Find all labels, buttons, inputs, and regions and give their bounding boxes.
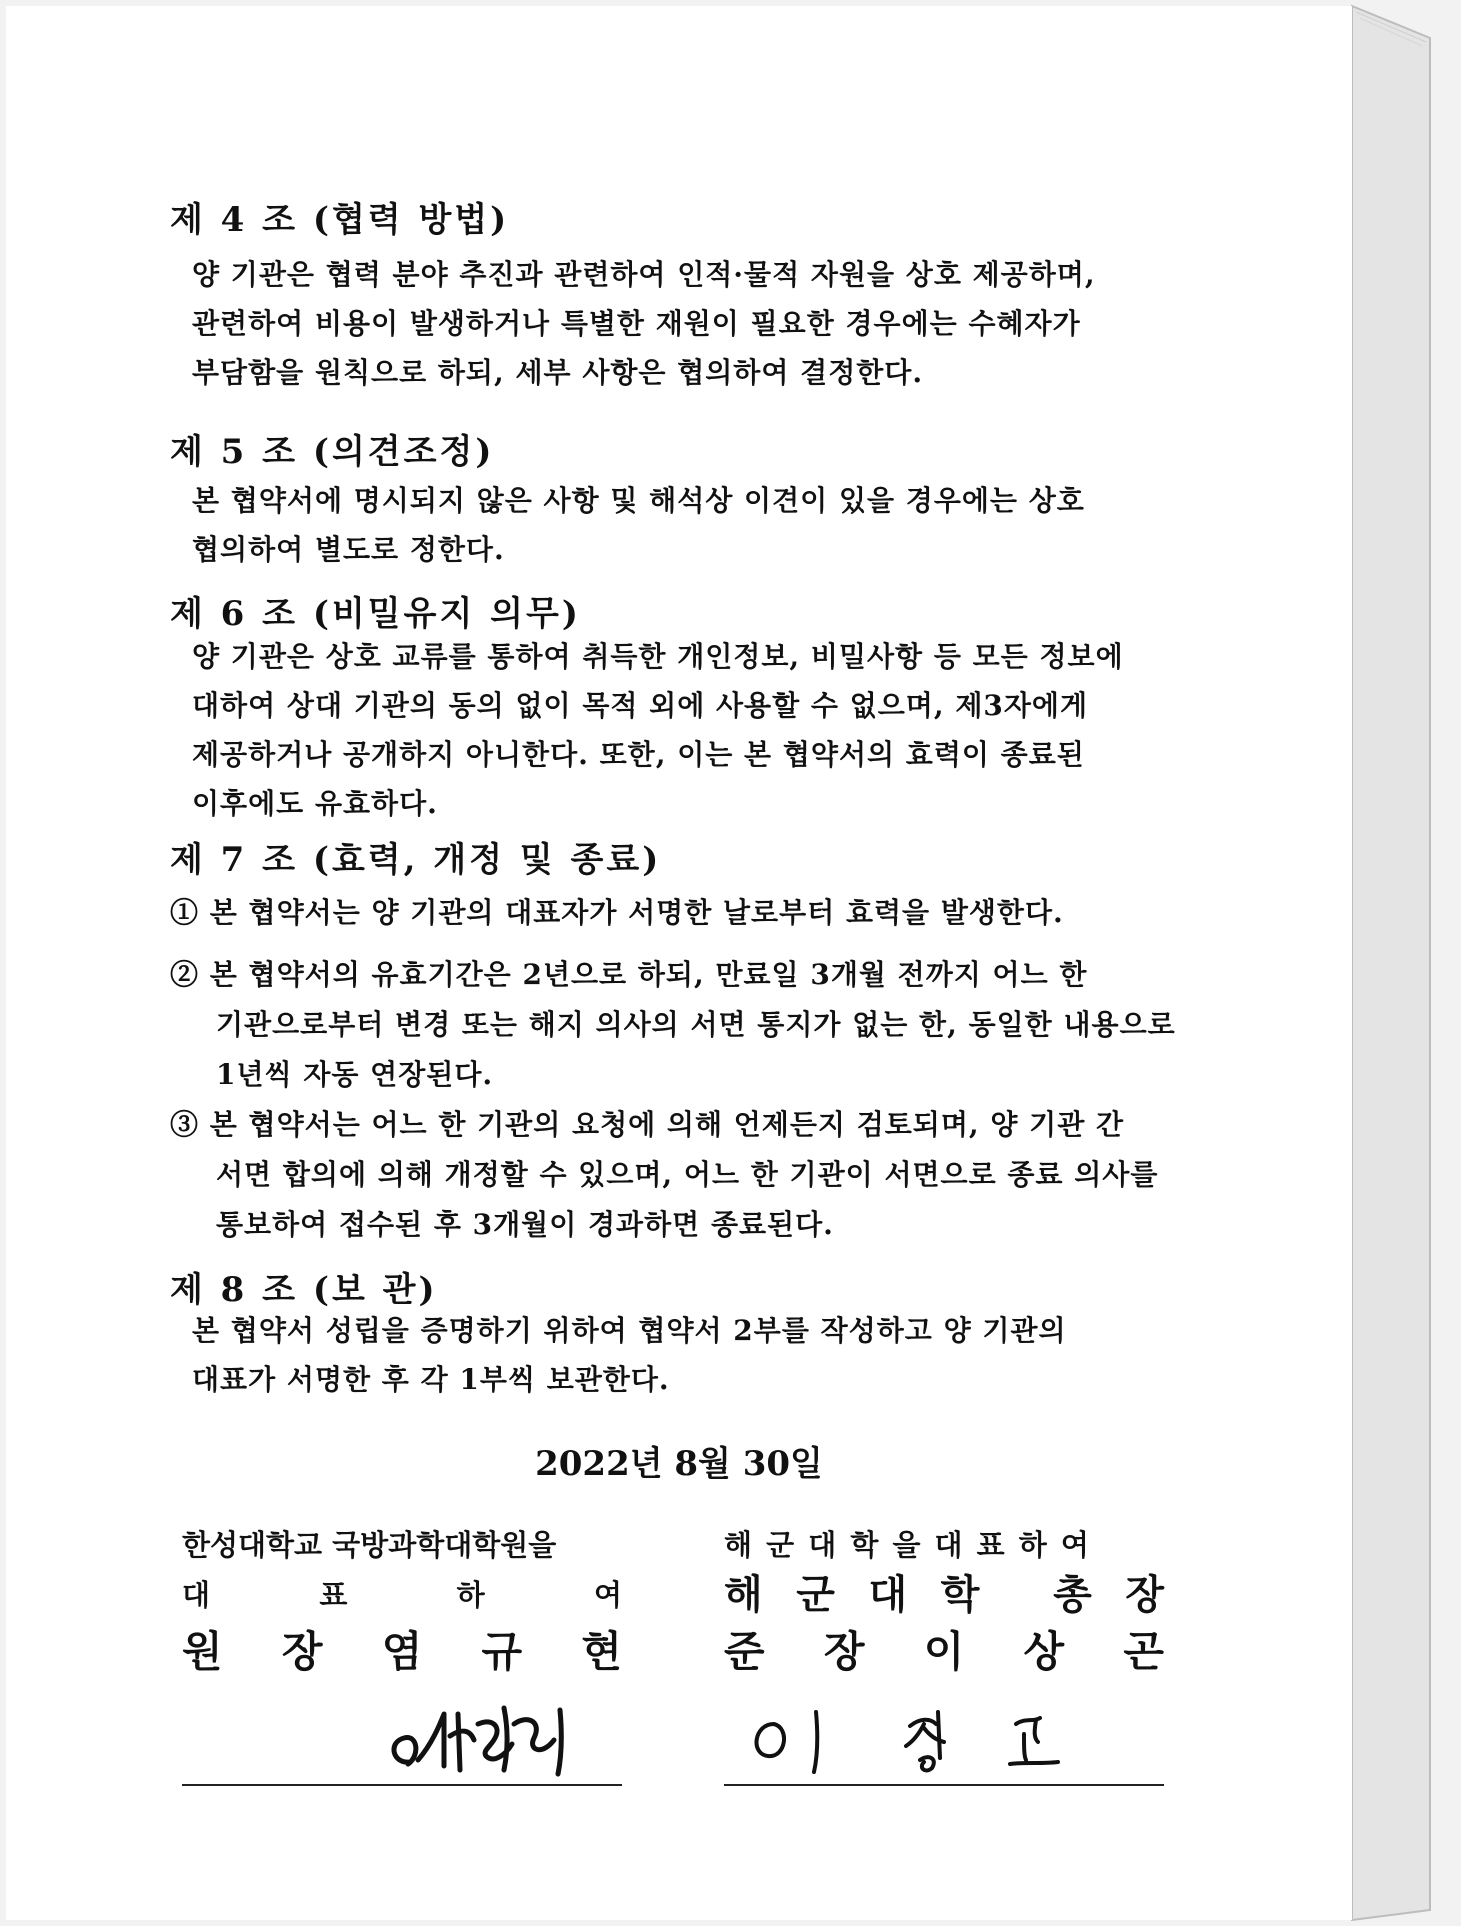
article-5-heading: 제 5 조 (의견조정) [170,432,495,472]
signatory-name [724,1620,1164,1684]
handwritten-signature [182,1684,622,1784]
signatory-org: 해 군 대 학 을 대 표 하 여 [724,1528,1091,1562]
role-char: 대 [182,1578,211,1612]
text-line: 양 기관은 상호 교류를 통하여 취득한 개인정보, 비밀사항 등 모든 정보에 [192,640,1124,673]
article-7-item-2 [170,950,1210,1100]
signatory-role [182,1570,622,1620]
text-line: 1년씩 자동 연장된다. [216,1058,494,1091]
name-char: 현 [581,1627,622,1676]
role-char: 총 [1053,1571,1092,1618]
name-char: 원 [182,1627,223,1676]
article-6-heading: 제 6 조 (비밀유지 의무) [170,594,581,634]
article-4-heading: 제 4 조 (협력 방법) [170,200,510,240]
role-char: 장 [1125,1571,1164,1618]
text-line: 기관으로부터 변경 또는 해지 의사의 서면 통지가 없는 한, 동일한 내용으로 [216,1008,1176,1041]
article-7-item-1 [170,888,1210,938]
text-line: 본 협약서에 명시되지 않은 사항 및 해석상 이견이 있을 경우에는 상호 [192,484,1085,517]
handwritten-signature [724,1684,1164,1784]
role-char: 군 [796,1571,835,1618]
article-8-body [192,1306,1192,1404]
article-8-heading: 제 8 조 (보 관) [170,1270,438,1310]
name-char: 이 [923,1627,965,1676]
article-6-body [192,632,1192,828]
text-line: 제공하거나 공개하지 아니한다. 또한, 이는 본 협약서의 효력이 종료된 [192,738,1085,771]
text-line: ② 본 협약서의 유효기간은 2년으로 하되, 만료일 3개월 전까지 어느 한 [170,958,1088,991]
signatory-right [724,1520,1164,1786]
name-char: 장 [281,1627,323,1676]
article-7-item-3 [170,1100,1210,1250]
text-line: 대하여 상대 기관의 동의 없이 목적 외에 사용할 수 없으며, 제3자에게 [192,689,1089,722]
role-char: 여 [593,1578,622,1612]
paper-sheet [6,6,1352,1920]
signatory-left [182,1520,622,1786]
text-line: 대표가 서명한 후 각 1부씩 보관한다. [192,1363,670,1396]
article-4-body [192,250,1192,397]
name-char: 곤 [1123,1627,1164,1676]
signing-date: 2022년 8월 30일 [535,1444,823,1484]
role-char: 하 [456,1578,485,1612]
text-line: 관련하여 비용이 발생하거나 특별한 재원이 필요한 경우에는 수혜자가 [192,307,1081,340]
signature-line [724,1784,1164,1786]
role-char: 학 [940,1571,980,1618]
name-char: 장 [823,1627,865,1676]
signature-line [182,1784,622,1786]
text-line: ③ 본 협약서는 어느 한 기관의 요청에 의해 언제든지 검토되며, 양 기관 간 [170,1108,1125,1141]
text-line: 협의하여 별도로 정한다. [192,533,505,566]
text-line: 서면 합의에 의해 개정할 수 있으며, 어느 한 기관이 서면으로 종료 의사를 [216,1158,1159,1191]
text-line: 본 협약서 성립을 증명하기 위하여 협약서 2부를 작성하고 양 기관의 [192,1314,1067,1347]
signatory-org: 한성대학교 국방과학대학원을 [182,1528,557,1562]
name-char: 규 [481,1627,523,1676]
role-char: 대 [868,1571,908,1618]
text-line: 통보하여 접수된 후 3개월이 경과하면 종료된다. [216,1208,834,1241]
role-char: 표 [319,1578,348,1612]
article-7-heading: 제 7 조 (효력, 개정 및 종료) [170,840,662,880]
text-line: 이후에도 유효하다. [192,787,438,820]
name-char: 상 [1023,1627,1065,1676]
article-5-body [192,476,1192,574]
name-char: 염 [381,1627,423,1676]
text-line: ① 본 협약서는 양 기관의 대표자가 서명한 날로부터 효력을 발생한다. [170,896,1064,929]
name-char: 준 [724,1627,765,1676]
text-line: 양 기관은 협력 분야 추진과 관련하여 인적·물적 자원을 상호 제공하며, [192,258,1096,291]
text-line: 부담함을 원칙으로 하되, 세부 사항은 협의하여 결정한다. [192,356,924,389]
signatory-role [724,1570,1164,1620]
agreement-body [6,6,1352,1920]
signatory-name [182,1620,622,1684]
role-char: 해 [724,1571,763,1618]
